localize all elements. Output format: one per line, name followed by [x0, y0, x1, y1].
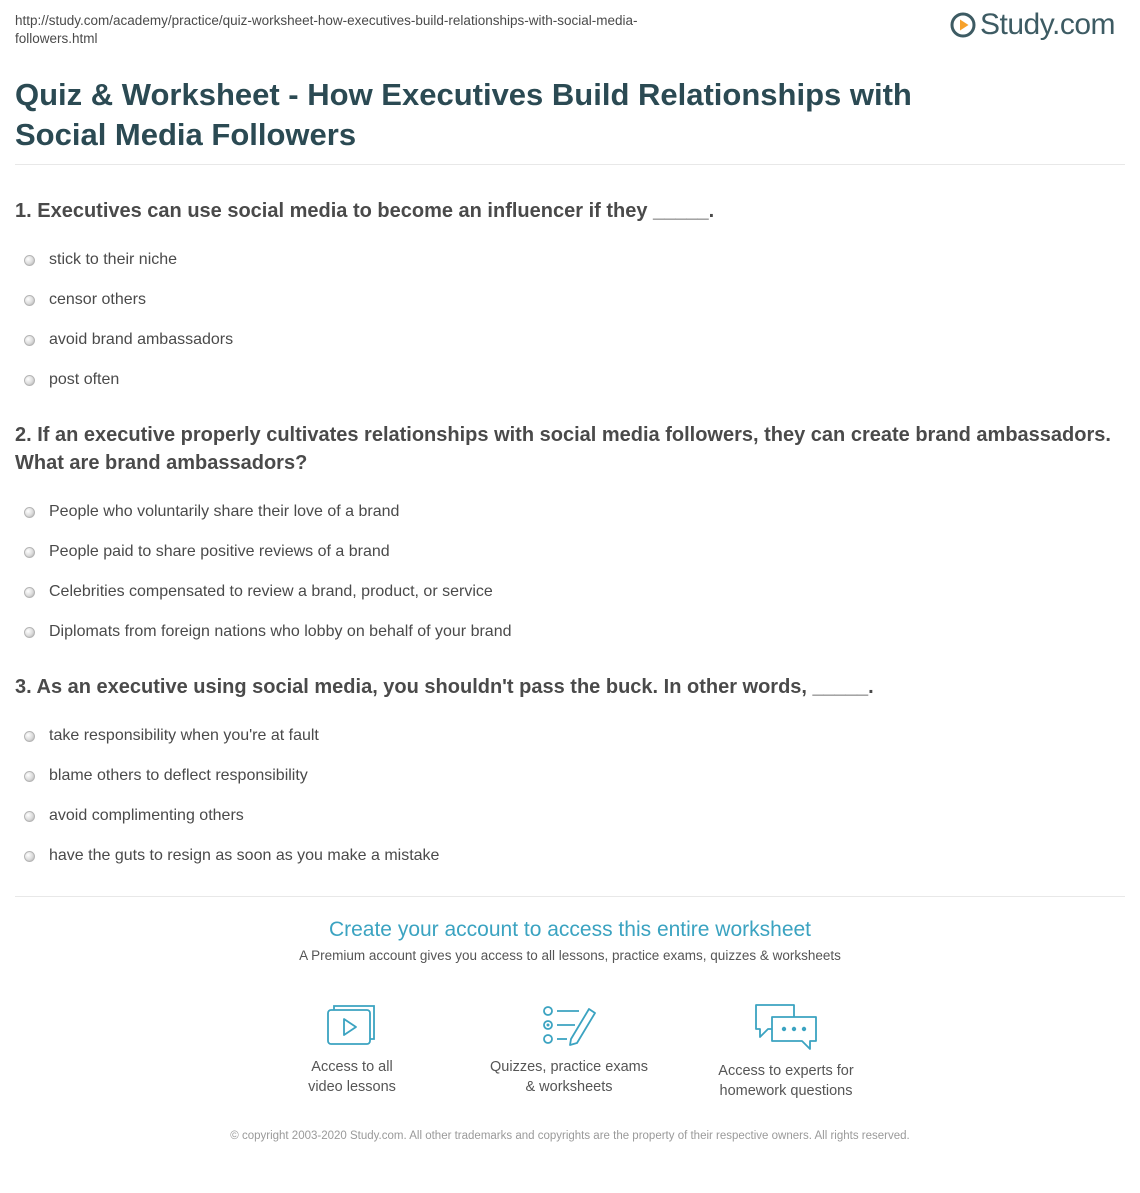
feature-label: Access to all video lessons [308, 1059, 396, 1095]
answer-option[interactable] [15, 796, 1115, 836]
option-label: People paid to share positive reviews of a brand [49, 543, 390, 560]
copyright-notice: © copyright 2003-2020 Study.com. All other trademarks and copyrights are the property of their respective owners. All rights reserved. [230, 1130, 910, 1142]
radio-button[interactable] [24, 627, 35, 638]
play-logo-icon [950, 12, 976, 38]
feature-video-lessons [252, 1003, 452, 1097]
option-label: censor others [49, 291, 146, 308]
question-1 [15, 197, 1115, 400]
radio-button[interactable] [24, 507, 35, 518]
answer-option[interactable] [15, 532, 1115, 572]
feature-label: Access to experts for homework questions [718, 1063, 854, 1099]
radio-button[interactable] [24, 811, 35, 822]
question-text: 3. As an executive using social media, you shouldn't pass the buck. In other words, _____. [15, 676, 874, 698]
option-label: post often [49, 371, 120, 388]
cta-title[interactable]: Create your account to access this entire worksheet [328, 918, 812, 941]
option-label: have the guts to resign as soon as you make a mistake [49, 847, 440, 864]
radio-button[interactable] [24, 731, 35, 742]
question-2 [15, 421, 1115, 652]
answer-option[interactable] [15, 572, 1115, 612]
option-label: Celebrities compensated to review a brand, product, or service [49, 583, 493, 600]
page-title: Quiz & Worksheet - How Executives Build Relationships with Social Media Followers [15, 77, 912, 152]
page-url: http://study.com/academy/practice/quiz-worksheet-how-executives-build-relationships-with-social-media-followers.html [15, 13, 638, 46]
divider [15, 896, 1125, 897]
answer-option[interactable] [15, 756, 1115, 796]
radio-button[interactable] [24, 771, 35, 782]
answer-option[interactable] [15, 836, 1115, 876]
radio-button[interactable] [24, 335, 35, 346]
radio-button[interactable] [24, 587, 35, 598]
answer-option[interactable] [15, 320, 1115, 360]
feature-experts [686, 1003, 886, 1101]
chat-experts-icon [754, 1003, 818, 1051]
answer-option[interactable] [15, 492, 1115, 532]
question-text: 2. If an executive properly cultivates relationships with social media followers, they can create brand ambassadors. What are brand ambassadors? [15, 424, 1111, 474]
option-label: take responsibility when you're at fault [49, 727, 319, 744]
option-label: avoid brand ambassadors [49, 331, 234, 348]
logo-text: Study.com [980, 8, 1115, 41]
signup-cta [0, 918, 1140, 963]
question-text: 1. Executives can use social media to become an influencer if they _____. [15, 200, 715, 222]
radio-button[interactable] [24, 547, 35, 558]
radio-button[interactable] [24, 255, 35, 266]
divider [15, 164, 1125, 165]
option-label: Diplomats from foreign nations who lobby on behalf of your brand [49, 623, 512, 640]
answer-option[interactable] [15, 716, 1115, 756]
radio-button[interactable] [24, 851, 35, 862]
radio-button[interactable] [24, 375, 35, 386]
answer-option[interactable] [15, 360, 1115, 400]
video-lessons-icon [326, 1003, 378, 1047]
question-3 [15, 673, 1115, 876]
quiz-checklist-icon [541, 1003, 597, 1047]
answer-option[interactable] [15, 240, 1115, 280]
option-label: avoid complimenting others [49, 807, 244, 824]
answer-option[interactable] [15, 612, 1115, 652]
study-logo[interactable] [950, 8, 1115, 42]
option-label: blame others to deflect responsibility [49, 767, 308, 784]
option-label: People who voluntarily share their love of a brand [49, 503, 400, 520]
answer-option[interactable] [15, 280, 1115, 320]
feature-label: Quizzes, practice exams & worksheets [490, 1059, 648, 1095]
feature-quizzes [469, 1003, 669, 1097]
option-label: stick to their niche [49, 251, 178, 268]
radio-button[interactable] [24, 295, 35, 306]
cta-subtitle: A Premium account gives you access to all lessons, practice exams, quizzes & worksheets [299, 948, 841, 963]
page-header [15, 10, 1125, 50]
